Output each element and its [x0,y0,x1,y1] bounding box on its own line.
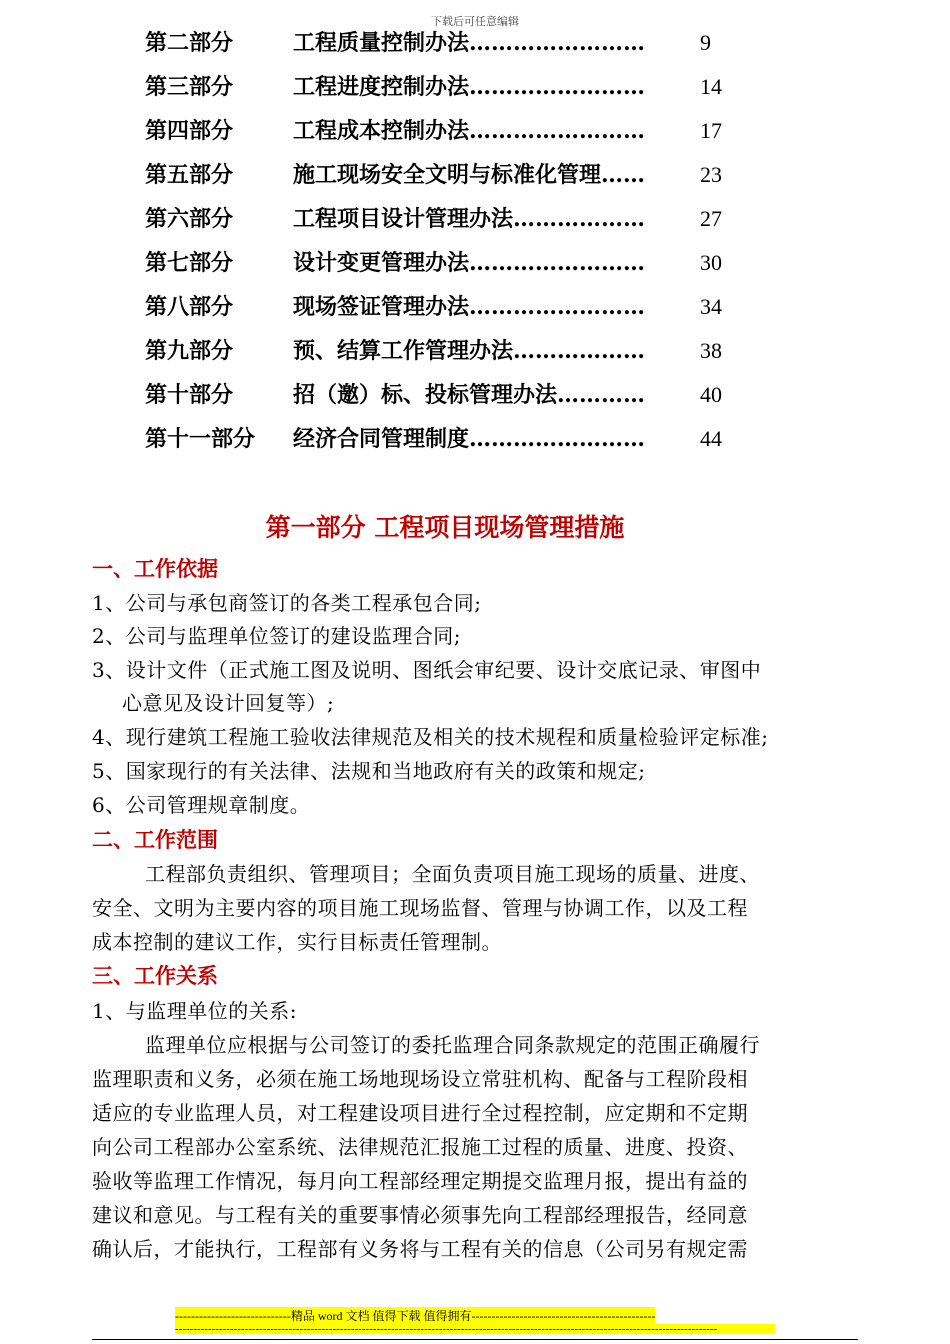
toc-row[interactable] [145,380,765,410]
paragraph-line: 验收等监理工作情况，每月向工程部经理定期提交监理月报，提出有益的 [92,1169,748,1193]
footer-dashes: ---------------------------------------------------------------------------------------------------------------------------------------------------- [175,1324,775,1334]
paragraph-line: 建议和意见。与工程有关的重要事情必须事先向工程部经理报告，经同意 [92,1203,748,1227]
toc-page: 14 [700,74,722,99]
toc-page: 44 [700,426,722,451]
toc-part: 第十一部分 [145,426,256,452]
list-item-continuation: 心意见及设计回复等）; [122,691,335,715]
paragraph-line: 成本控制的建议工作，实行目标责任管理制。 [92,930,502,954]
toc-title: 工程质量控制办法…………………… [293,30,646,56]
heading-work-scope: 二、工作范围 [92,827,218,852]
toc-title: 工程进度控制办法…………………… [293,74,646,100]
toc-part: 第三部分 [145,74,234,100]
toc-page: 38 [700,338,722,363]
toc-row[interactable] [145,248,765,278]
list-item: 1、公司与承包商签订的各类工程承包合同; [92,591,482,615]
toc-part: 第九部分 [145,338,234,364]
heading-work-basis: 一、工作依据 [92,556,218,581]
section-title: 第一部分 工程项目现场管理措施 [265,513,625,542]
paragraph-line: 确认后，才能执行，工程部有义务将与工程有关的信息（公司另有规定需 [92,1237,748,1261]
toc-page: 30 [700,250,722,275]
toc-row[interactable] [145,116,765,146]
footer-text: -----------------------------精品 word 文档 值得下载 值得拥有---------------------------------------------- [175,1309,656,1323]
heading-work-relations: 三、工作关系 [92,963,218,988]
toc-part: 第五部分 [145,162,234,188]
toc-title: 工程成本控制办法…………………… [293,118,646,144]
toc-title: 现场签证管理办法…………………… [293,294,646,320]
list-item: 6、公司管理规章制度。 [92,793,311,817]
toc-row[interactable] [145,204,765,234]
paragraph-line: 向公司工程部办公室系统、法律规范汇报施工过程的质量、进度、投资、 [92,1135,748,1159]
toc-row[interactable] [145,292,765,322]
toc-title: 预、结算工作管理办法……………… [293,338,646,364]
toc-page: 34 [700,294,722,319]
footer-banner [175,1305,775,1324]
list-item: 5、国家现行的有关法律、法规和当地政府有关的政策和规定; [92,759,646,783]
toc-title: 经济合同管理制度…………………… [293,426,646,452]
header-note: 下载后可任意编辑 [431,15,519,28]
toc-part: 第四部分 [145,118,234,144]
list-item: 3、设计文件（正式施工图及说明、图纸会审纪要、设计交底记录、审图中 [92,658,762,682]
toc-title: 工程项目设计管理办法……………… [293,206,646,232]
toc-part: 第二部分 [145,30,234,56]
toc-page: 17 [700,118,722,143]
toc-part: 第七部分 [145,250,234,276]
bottom-rule [92,1339,858,1340]
toc-page: 27 [700,206,722,231]
toc-row[interactable] [145,72,765,102]
paragraph-line: 工程部负责组织、管理项目；全面负责项目施工现场的质量、进度、 [145,862,760,886]
toc-part: 第八部分 [145,294,234,320]
toc-row[interactable] [145,160,765,190]
toc-row[interactable] [145,424,765,454]
toc-page: 23 [700,162,722,187]
paragraph-line: 1、与监理单位的关系: [92,999,297,1023]
toc-page: 9 [700,30,711,55]
toc-title: 设计变更管理办法…………………… [293,250,646,276]
paragraph-line: 监理职责和义务，必须在施工场地现场设立常驻机构、配备与工程阶段相 [92,1067,748,1091]
toc-part: 第六部分 [145,206,234,232]
toc-title: 施工现场安全文明与标准化管理…… [293,162,646,188]
list-item: 2、公司与监理单位签订的建设监理合同; [92,624,461,648]
toc-page: 40 [700,382,722,407]
paragraph-line: 安全、文明为主要内容的项目施工现场监督、管理与协调工作，以及工程 [92,896,748,920]
list-item: 4、现行建筑工程施工验收法律规范及相关的技术规程和质量检验评定标准; [92,725,769,749]
toc-part: 第十部分 [145,382,234,408]
paragraph-line: 适应的专业监理人员，对工程建设项目进行全过程控制，应定期和不定期 [92,1101,748,1125]
paragraph-line: 监理单位应根据与公司签订的委托监理合同条款规定的范围正确履行 [145,1033,760,1057]
toc-row[interactable] [145,336,765,366]
toc-title: 招（邀）标、投标管理办法………… [293,382,646,408]
toc-row[interactable] [145,28,765,58]
